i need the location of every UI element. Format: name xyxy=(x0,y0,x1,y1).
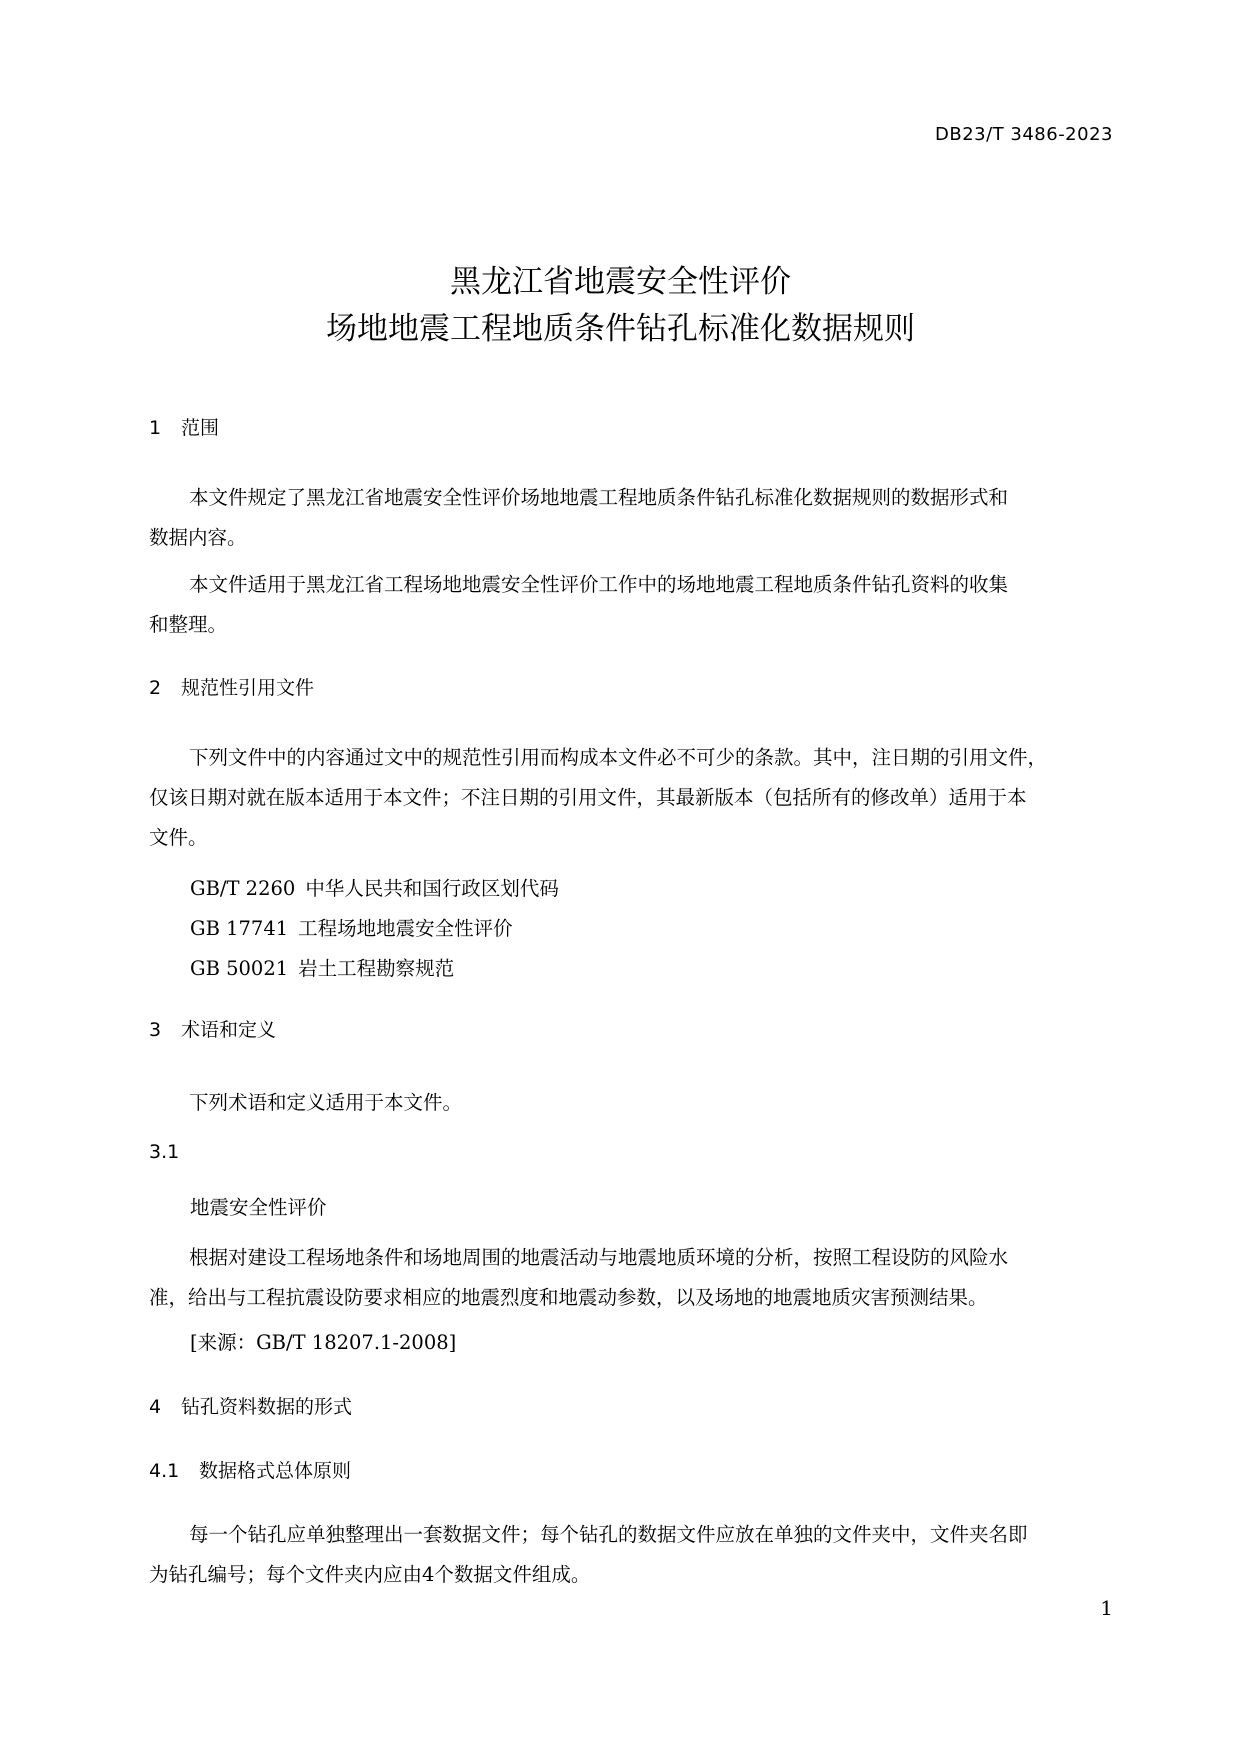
section-1-paragraph-2 xyxy=(149,565,1111,645)
text-line: 下列术语和定义适用于本文件。 xyxy=(189,1091,463,1114)
subsection-title: 数据格式总体原则 xyxy=(199,1460,352,1482)
section-number: 2 xyxy=(149,677,162,699)
reference-item xyxy=(190,873,559,901)
text-line: 为钻孔编号；每个文件夹内应由4个数据文件组成。 xyxy=(149,1563,591,1586)
section-1-heading xyxy=(149,413,219,440)
document-title-line-1: 黑龙江省地震安全性评价 xyxy=(450,264,791,300)
text-line: 数据内容。 xyxy=(149,526,247,549)
section-1-paragraph-1 xyxy=(149,478,1111,558)
section-number: 3 xyxy=(149,1019,162,1041)
reference-code: GB 50021 xyxy=(190,957,289,980)
document-title-line-2: 场地地震工程地质条件钻孔标准化数据规则 xyxy=(326,311,915,347)
reference-code: GB/T 2260 xyxy=(190,877,296,900)
reference-item xyxy=(190,953,454,981)
text-line: 准，给出与工程抗震设防要求相应的地震烈度和地震动参数，以及场地的地震地质灾害预测结果。 xyxy=(149,1286,988,1309)
reference-name: 岩土工程勘察规范 xyxy=(298,957,455,980)
text-line: 下列文件中的内容通过文中的规范性引用而构成本文件必不可少的条款。其中，注日期的引用文件， xyxy=(189,746,1048,769)
subsection-4-1-heading xyxy=(149,1456,351,1483)
text-line: 每一个钻孔应单独整理出一套数据文件；每个钻孔的数据文件应放在单独的文件夹中，文件夹名即 xyxy=(189,1523,1028,1546)
text-line: 仅该日期对就在版本适用于本文件；不注日期的引用文件，其最新版本（包括所有的修改单）适用于本 xyxy=(149,786,1027,809)
term-heading: 地震安全性评价 xyxy=(190,1196,327,1219)
text-line: 和整理。 xyxy=(149,613,228,636)
section-title: 规范性引用文件 xyxy=(181,677,315,699)
reference-code: GB 17741 xyxy=(190,917,289,940)
reference-name: 工程场地地震安全性评价 xyxy=(298,917,513,940)
page-number: 1 xyxy=(1100,1596,1113,1620)
term-source: [来源：GB/T 18207.1-2008] xyxy=(190,1331,457,1354)
subsection-number: 4.1 xyxy=(149,1460,180,1482)
section-title: 范围 xyxy=(181,417,220,439)
section-title: 钻孔资料数据的形式 xyxy=(181,1396,353,1418)
text-line: 本文件规定了黑龙江省地震安全性评价场地地震工程地质条件钻孔标准化数据规则的数据形式和 xyxy=(189,486,1009,509)
section-2-paragraph-1 xyxy=(149,738,1111,858)
section-3-heading xyxy=(149,1015,276,1042)
section-number: 4 xyxy=(149,1396,162,1418)
section-4-heading xyxy=(149,1392,352,1419)
reference-name: 中华人民共和国行政区划代码 xyxy=(305,877,559,900)
document-code: DB23/T 3486-2023 xyxy=(934,124,1113,145)
section-3-intro xyxy=(149,1083,1111,1123)
text-line: 文件。 xyxy=(149,826,208,849)
subsection-3-1-number: 3.1 xyxy=(149,1141,180,1163)
section-title: 术语和定义 xyxy=(181,1019,277,1041)
section-2-heading xyxy=(149,673,314,700)
term-definition xyxy=(149,1238,1111,1318)
text-line: 本文件适用于黑龙江省工程场地地震安全性评价工作中的场地地震工程地质条件钻孔资料的收集 xyxy=(189,573,1009,596)
text-line: 根据对建设工程场地条件和场地周围的地震活动与地震地质环境的分析，按照工程设防的风险水 xyxy=(189,1246,1009,1269)
section-number: 1 xyxy=(149,417,162,439)
section-4-1-paragraph xyxy=(149,1515,1111,1595)
reference-item xyxy=(190,913,513,941)
